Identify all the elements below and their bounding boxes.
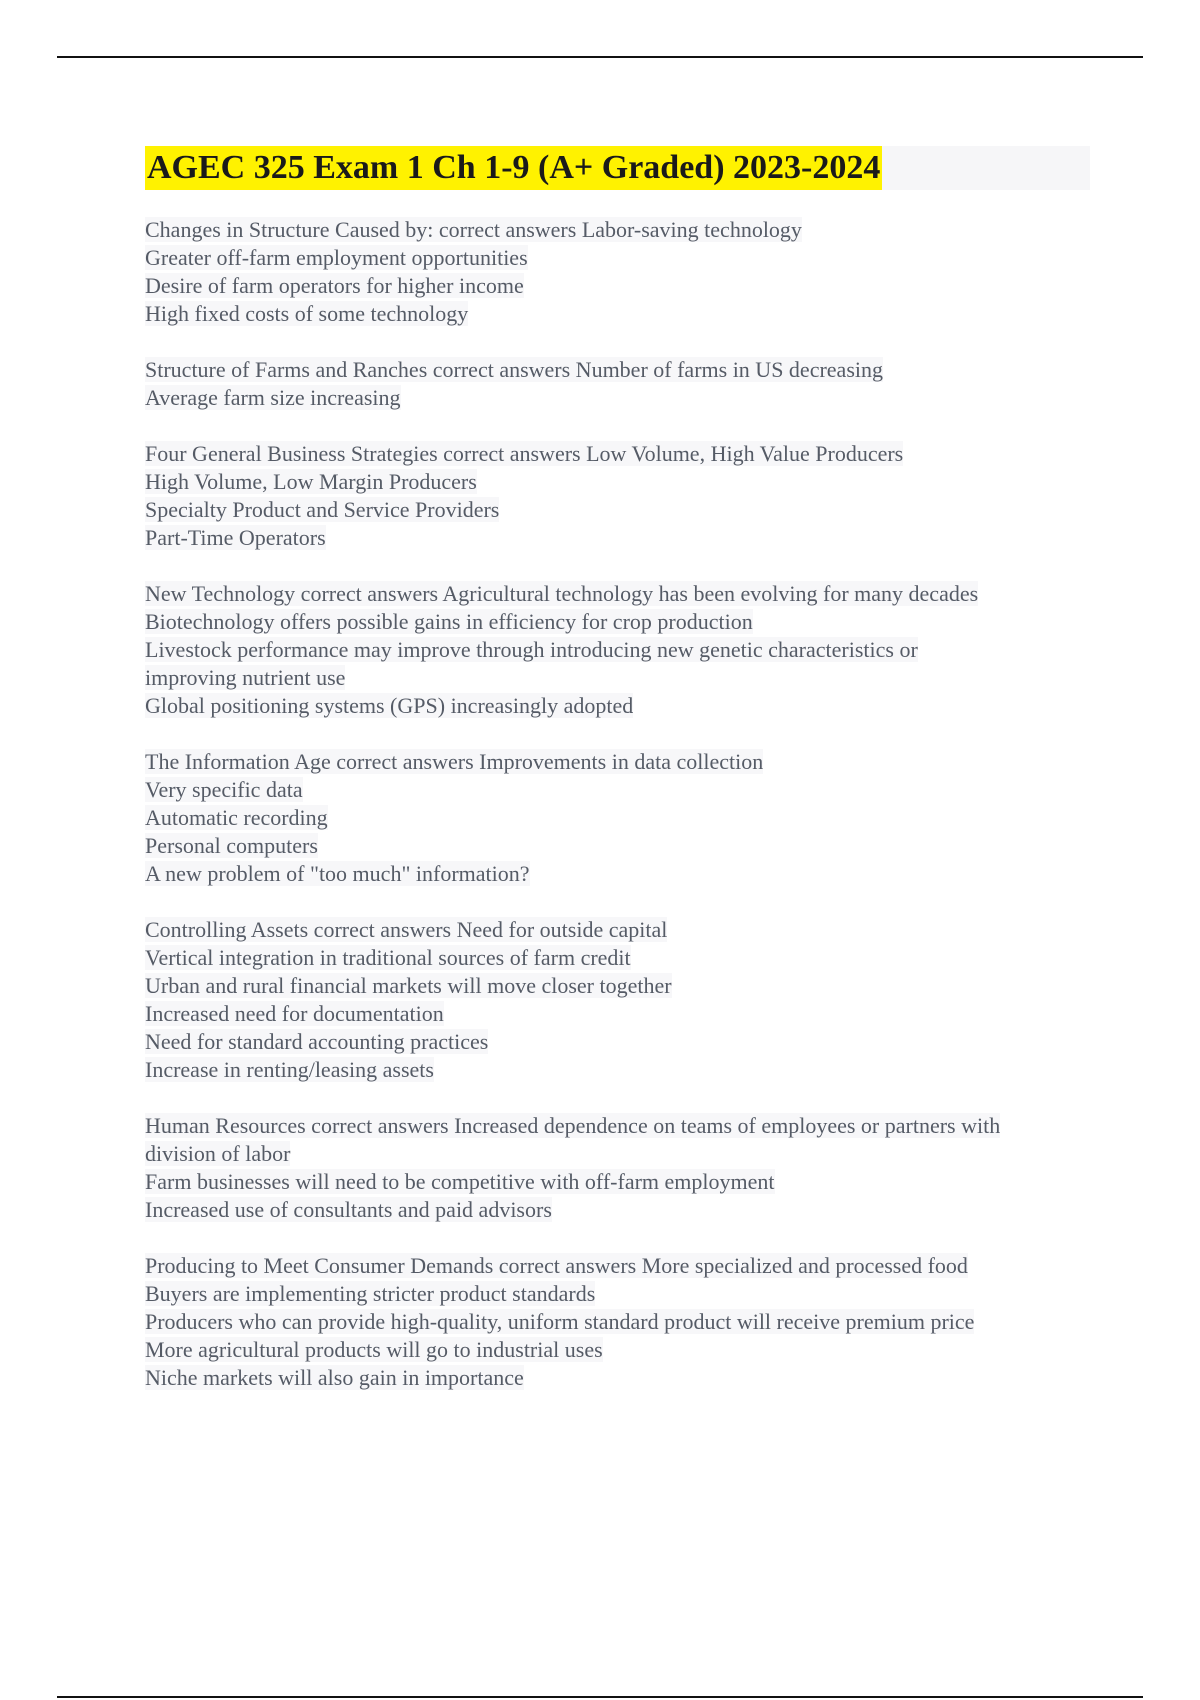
line-text: Desire of farm operators for higher income (145, 273, 524, 298)
line-text: Niche markets will also gain in importance (145, 1365, 524, 1390)
qa-answer-line (145, 692, 1090, 720)
qa-section (145, 748, 1090, 888)
line-text: improving nutrient use (145, 665, 346, 690)
qa-section (145, 580, 1090, 720)
line-text: Structure of Farms and Ranches correct answers Number of farms in US decreasing (145, 357, 883, 382)
qa-answer-line (145, 1056, 1090, 1084)
qa-answer-line (145, 1196, 1090, 1224)
line-text: Greater off-farm employment opportunities (145, 245, 528, 270)
qa-answer-line (145, 468, 1090, 496)
line-text: Livestock performance may improve through introducing new genetic characteristics or (145, 637, 918, 662)
line-text: Urban and rural financial markets will move closer together (145, 973, 672, 998)
qa-term-line (145, 1252, 1090, 1280)
qa-answer-line (145, 1168, 1090, 1196)
qa-answer-line (145, 608, 1090, 636)
qa-answer-line (145, 496, 1090, 524)
qa-term-line (145, 748, 1090, 776)
line-text: Specialty Product and Service Providers (145, 497, 500, 522)
qa-answer-line (145, 1028, 1090, 1056)
line-text: Personal computers (145, 833, 318, 858)
top-rule (57, 56, 1143, 58)
qa-section (145, 916, 1090, 1084)
qa-term-line (145, 1112, 1090, 1140)
line-text: Very specific data (145, 777, 303, 802)
qa-answer-line (145, 804, 1090, 832)
qa-section (145, 216, 1090, 328)
qa-section (145, 440, 1090, 552)
line-text: New Technology correct answers Agricultural technology has been evolving for many decades (145, 581, 979, 606)
qa-answer-line (145, 384, 1090, 412)
qa-answer-line (145, 860, 1090, 888)
line-text: Four General Business Strategies correct answers Low Volume, High Value Producers (145, 441, 904, 466)
line-text: Producing to Meet Consumer Demands correct answers More specialized and processed food (145, 1253, 968, 1278)
title-band (145, 146, 1090, 190)
line-text: Increased use of consultants and paid advisors (145, 1197, 552, 1222)
qa-section (145, 356, 1090, 412)
qa-answer-line (145, 1280, 1090, 1308)
qa-answer-line (145, 524, 1090, 552)
line-text: Farm businesses will need to be competitive with off-farm employment (145, 1169, 775, 1194)
line-text: Part-Time Operators (145, 525, 326, 550)
bottom-rule (57, 1696, 1143, 1698)
qa-answer-line (145, 1364, 1090, 1392)
line-text: Increase in renting/leasing assets (145, 1057, 434, 1082)
line-text: The Information Age correct answers Improvements in data collection (145, 749, 764, 774)
qa-sections (145, 216, 1090, 1392)
line-text: Automatic recording (145, 805, 328, 830)
qa-answer-line (145, 1336, 1090, 1364)
qa-answer-line (145, 300, 1090, 328)
qa-term-line (145, 356, 1090, 384)
line-text: Need for standard accounting practices (145, 1029, 489, 1054)
qa-answer-line (145, 1140, 1090, 1168)
line-text: Producers who can provide high-quality, uniform standard product will receive premium price (145, 1309, 975, 1334)
qa-section (145, 1252, 1090, 1392)
line-text: Controlling Assets correct answers Need for outside capital (145, 917, 668, 942)
qa-term-line (145, 580, 1090, 608)
qa-term-line (145, 916, 1090, 944)
line-text: A new problem of "too much" information? (145, 861, 530, 886)
qa-answer-line (145, 944, 1090, 972)
qa-answer-line (145, 1000, 1090, 1028)
line-text: Average farm size increasing (145, 385, 401, 410)
qa-answer-line (145, 244, 1090, 272)
line-text: Vertical integration in traditional sources of farm credit (145, 945, 631, 970)
line-text: Buyers are implementing stricter product standards (145, 1281, 596, 1306)
qa-term-line (145, 216, 1090, 244)
qa-answer-line (145, 636, 1090, 664)
qa-answer-line (145, 776, 1090, 804)
line-text: Global positioning systems (GPS) increasingly adopted (145, 693, 634, 718)
document-title: AGEC 325 Exam 1 Ch 1-9 (A+ Graded) 2023-2024 (145, 146, 882, 190)
qa-term-line (145, 440, 1090, 468)
line-text: High fixed costs of some technology (145, 301, 469, 326)
line-text: High Volume, Low Margin Producers (145, 469, 477, 494)
qa-answer-line (145, 972, 1090, 1000)
line-text: division of labor (145, 1141, 291, 1166)
qa-section (145, 1112, 1090, 1224)
line-text: More agricultural products will go to industrial uses (145, 1337, 603, 1362)
qa-answer-line (145, 1308, 1090, 1336)
line-text: Biotechnology offers possible gains in efficiency for crop production (145, 609, 753, 634)
qa-answer-line (145, 664, 1090, 692)
line-text: Increased need for documentation (145, 1001, 444, 1026)
qa-answer-line (145, 832, 1090, 860)
qa-answer-line (145, 272, 1090, 300)
line-text: Changes in Structure Caused by: correct answers Labor-saving technology (145, 217, 802, 242)
document-body (145, 146, 1090, 1420)
line-text: Human Resources correct answers Increased dependence on teams of employees or partners with (145, 1113, 1001, 1138)
